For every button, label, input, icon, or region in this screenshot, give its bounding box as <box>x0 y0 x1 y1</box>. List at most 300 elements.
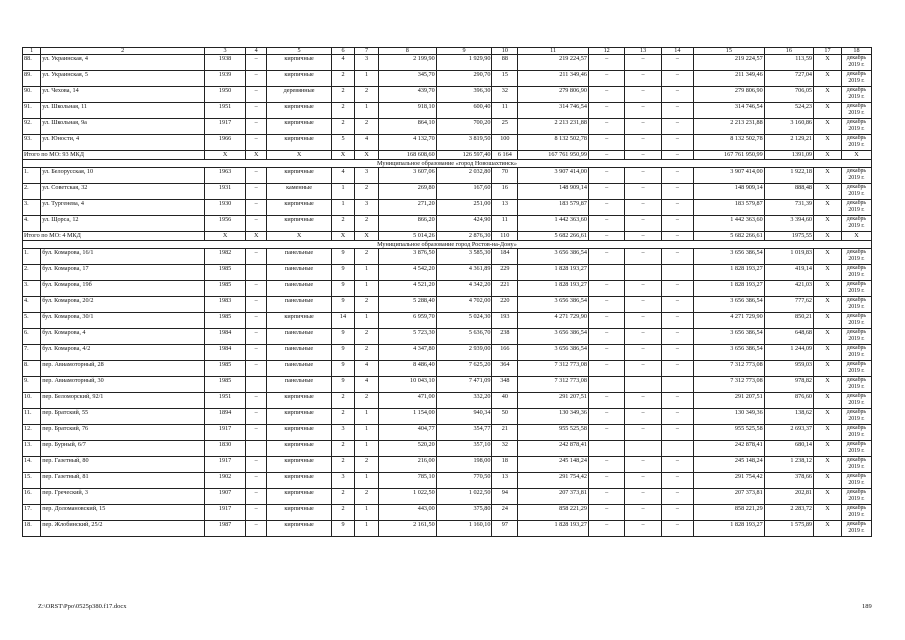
table-cell: – <box>661 409 693 425</box>
table-cell: 357,10 <box>436 441 492 457</box>
table-cell: 524,23 <box>764 103 813 119</box>
table-cell: – <box>625 135 661 151</box>
table-cell: 1 <box>355 425 379 441</box>
table-cell: кирпичные <box>267 521 331 537</box>
table-cell: – <box>245 135 266 151</box>
table-cell: – <box>625 297 661 313</box>
table-cell: 130 349,36 <box>693 409 764 425</box>
completion-date: декабрь 2019 г. <box>841 265 871 281</box>
total-cell: 5 014,26 <box>378 232 436 241</box>
building-row <box>23 521 872 537</box>
table-cell: – <box>245 168 266 184</box>
table-cell: 332,20 <box>436 393 492 409</box>
table-cell: 2 129,21 <box>764 135 813 151</box>
table-cell: 888,48 <box>764 184 813 200</box>
table-cell: X <box>814 329 842 345</box>
table-cell: 850,21 <box>764 313 813 329</box>
total-cell: – <box>588 232 624 241</box>
building-address: ул. Щорса, 12 <box>41 216 205 232</box>
table-cell: 439,70 <box>378 87 436 103</box>
table-cell: 396,30 <box>436 87 492 103</box>
completion-date: декабрь 2019 г. <box>841 249 871 265</box>
table-cell: 8 486,40 <box>378 361 436 377</box>
row-number: 3. <box>23 281 41 297</box>
table-cell: 15 <box>492 71 518 87</box>
completion-date: декабрь 2019 г. <box>841 168 871 184</box>
building-address: пер. Газетный, 81 <box>41 473 205 489</box>
table-cell: – <box>625 489 661 505</box>
completion-date: декабрь 2019 г. <box>841 184 871 200</box>
building-address: пер. Доломановский, 15 <box>41 505 205 521</box>
table-cell: 10 043,10 <box>378 377 436 393</box>
table-cell: 2 <box>331 505 355 521</box>
table-cell: 291 754,42 <box>518 473 589 489</box>
table-cell: 2 <box>331 87 355 103</box>
table-cell: 2 <box>331 216 355 232</box>
table-cell: 2 161,50 <box>378 521 436 537</box>
table-cell: 1985 <box>205 313 246 329</box>
table-cell: 1 <box>355 313 379 329</box>
table-cell: 2 213 231,88 <box>518 119 589 135</box>
row-number: 7. <box>23 345 41 361</box>
table-cell: панельные <box>267 265 331 281</box>
table-cell: 1 828 193,27 <box>693 281 764 297</box>
row-number: 16. <box>23 489 41 505</box>
table-cell: X <box>814 425 842 441</box>
column-number: 8 <box>378 48 436 55</box>
building-address: ул. Советская, 32 <box>41 184 205 200</box>
table-cell: 700,20 <box>436 119 492 135</box>
table-cell: – <box>245 249 266 265</box>
table-cell: X <box>814 377 842 393</box>
table-cell: 130 349,36 <box>518 409 589 425</box>
table-cell: 2 <box>355 329 379 345</box>
column-number: 15 <box>693 48 764 55</box>
table-cell: – <box>625 521 661 537</box>
municipality-total-row <box>23 232 872 241</box>
table-cell: 279 806,90 <box>693 87 764 103</box>
building-row <box>23 489 872 505</box>
table-cell: 1984 <box>205 345 246 361</box>
table-cell <box>245 377 266 393</box>
table-cell: 1 244,09 <box>764 345 813 361</box>
table-cell: 5 723,30 <box>378 329 436 345</box>
table-cell: 3 656 386,54 <box>693 249 764 265</box>
row-number: 88. <box>23 55 41 71</box>
table-cell: 4 271 729,90 <box>693 313 764 329</box>
table-cell: 1 019,83 <box>764 249 813 265</box>
total-cell: 168 608,60 <box>378 151 436 160</box>
table-cell: 279 806,90 <box>518 87 589 103</box>
building-address: ул. Белорусская, 10 <box>41 168 205 184</box>
table-cell: 9 <box>331 345 355 361</box>
table-cell: – <box>661 505 693 521</box>
column-number: 13 <box>625 48 661 55</box>
table-cell <box>588 377 624 393</box>
table-cell <box>625 377 661 393</box>
table-cell: 94 <box>492 489 518 505</box>
column-number: 9 <box>436 48 492 55</box>
table-cell: – <box>661 87 693 103</box>
table-cell: X <box>814 361 842 377</box>
table-cell: – <box>245 103 266 119</box>
table-cell: 1 <box>355 281 379 297</box>
table-cell: кирпичные <box>267 393 331 409</box>
table-cell: 7 312 773,08 <box>693 377 764 393</box>
table-cell: 2 283,72 <box>764 505 813 521</box>
table-cell <box>245 441 266 457</box>
building-row <box>23 457 872 473</box>
table-cell: – <box>625 425 661 441</box>
table-cell: 245 148,24 <box>518 457 589 473</box>
table-cell: панельные <box>267 361 331 377</box>
table-cell: – <box>245 473 266 489</box>
table-cell: 1 <box>355 441 379 457</box>
total-cell: X <box>267 151 331 160</box>
table-cell: 1983 <box>205 297 246 313</box>
table-cell: 148 909,14 <box>693 184 764 200</box>
completion-date: декабрь 2019 г. <box>841 377 871 393</box>
table-cell: – <box>661 457 693 473</box>
total-cell: X <box>814 232 842 241</box>
building-row <box>23 345 872 361</box>
table-cell: 5 <box>331 135 355 151</box>
total-label: Итого по МО: 93 МКД <box>23 151 205 160</box>
table-cell <box>661 377 693 393</box>
table-cell: – <box>245 345 266 361</box>
total-cell: 110 <box>492 232 518 241</box>
column-number: 4 <box>245 48 266 55</box>
table-cell: – <box>625 119 661 135</box>
table-cell: 1 828 193,27 <box>518 265 589 281</box>
table-cell: – <box>625 55 661 71</box>
table-cell: 219 224,57 <box>693 55 764 71</box>
table-cell: 2 <box>331 409 355 425</box>
table-cell: 2 <box>355 297 379 313</box>
table-cell: 378,66 <box>764 473 813 489</box>
table-cell: 4 <box>331 55 355 71</box>
table-cell: – <box>245 119 266 135</box>
table-cell: – <box>588 489 624 505</box>
table-cell: 520,20 <box>378 441 436 457</box>
building-row <box>23 425 872 441</box>
table-cell: 40 <box>492 393 518 409</box>
table-cell: 207 373,81 <box>518 489 589 505</box>
total-cell: X <box>841 151 871 160</box>
table-cell: 1830 <box>205 441 246 457</box>
table-cell: кирпичные <box>267 103 331 119</box>
table-cell: 2 693,37 <box>764 425 813 441</box>
table-cell: 6 959,70 <box>378 313 436 329</box>
table-cell: 207 373,81 <box>693 489 764 505</box>
table-cell: 291 207,51 <box>693 393 764 409</box>
table-cell: 4 702,00 <box>436 297 492 313</box>
table-cell: 238 <box>492 329 518 345</box>
building-row <box>23 249 872 265</box>
completion-date: декабрь 2019 г. <box>841 103 871 119</box>
completion-date: декабрь 2019 г. <box>841 87 871 103</box>
table-cell: 183 579,87 <box>518 200 589 216</box>
table-cell: 21 <box>492 425 518 441</box>
table-cell: 864,10 <box>378 119 436 135</box>
table-cell: 229 <box>492 265 518 281</box>
table-cell: 4 342,20 <box>436 281 492 297</box>
table-cell: 2 <box>331 441 355 457</box>
table-cell: 1902 <box>205 473 246 489</box>
table-cell: 1987 <box>205 521 246 537</box>
table-cell: 1917 <box>205 425 246 441</box>
table-cell: – <box>661 135 693 151</box>
table-cell <box>588 441 624 457</box>
table-cell: 3 656 386,54 <box>518 297 589 313</box>
table-cell: – <box>661 425 693 441</box>
table-cell: 2 <box>355 249 379 265</box>
table-cell: 7 312 773,08 <box>518 361 589 377</box>
table-cell: 4 <box>355 377 379 393</box>
row-number: 17. <box>23 505 41 521</box>
table-cell: 2 <box>355 489 379 505</box>
row-number: 89. <box>23 71 41 87</box>
table-cell: 3 <box>355 168 379 184</box>
table-cell: 211 349,46 <box>518 71 589 87</box>
table-cell: кирпичные <box>267 441 331 457</box>
table-cell: – <box>588 249 624 265</box>
municipality-section-header <box>23 241 872 249</box>
completion-date: декабрь 2019 г. <box>841 425 871 441</box>
table-cell: – <box>661 216 693 232</box>
table-cell: – <box>588 119 624 135</box>
table-cell: X <box>814 200 842 216</box>
table-cell: – <box>588 55 624 71</box>
table-cell: 198,00 <box>436 457 492 473</box>
building-address: бул. Комарова, 20/2 <box>41 297 205 313</box>
table-cell: – <box>245 393 266 409</box>
table-cell: 1982 <box>205 249 246 265</box>
municipality-total-row <box>23 151 872 160</box>
total-cell: 167 761 950,99 <box>518 151 589 160</box>
table-cell: 1 828 193,27 <box>693 265 764 281</box>
table-cell: X <box>814 505 842 521</box>
table-cell: панельные <box>267 377 331 393</box>
table-cell: – <box>625 184 661 200</box>
table-cell: – <box>245 55 266 71</box>
row-number: 15. <box>23 473 41 489</box>
building-row <box>23 409 872 425</box>
table-cell: 2 <box>355 87 379 103</box>
completion-date: декабрь 2019 г. <box>841 329 871 345</box>
table-cell: 32 <box>492 87 518 103</box>
table-cell: 8 132 502,78 <box>518 135 589 151</box>
table-cell: – <box>588 393 624 409</box>
row-number: 18. <box>23 521 41 537</box>
table-cell: 1 <box>355 71 379 87</box>
completion-date: декабрь 2019 г. <box>841 441 871 457</box>
table-cell: – <box>661 103 693 119</box>
total-cell: 167 761 950,99 <box>693 151 764 160</box>
section-title: Муниципальное образование «город Новошахтинск» <box>23 160 872 168</box>
table-cell: – <box>661 119 693 135</box>
table-cell: 4 542,20 <box>378 265 436 281</box>
table-cell: – <box>588 473 624 489</box>
table-cell: деревянные <box>267 87 331 103</box>
table-cell: 3 907 414,00 <box>518 168 589 184</box>
building-address: пер. Беломорский, 92/1 <box>41 393 205 409</box>
table-cell: 4 521,20 <box>378 281 436 297</box>
row-number: 4. <box>23 297 41 313</box>
table-cell: 242 878,41 <box>693 441 764 457</box>
row-number: 90. <box>23 87 41 103</box>
table-cell: 50 <box>492 409 518 425</box>
table-cell: 680,14 <box>764 441 813 457</box>
table-cell: 211 349,46 <box>693 71 764 87</box>
total-cell: – <box>625 151 661 160</box>
column-number: 18 <box>841 48 871 55</box>
table-cell: 419,14 <box>764 265 813 281</box>
table-cell: 70 <box>492 168 518 184</box>
table-cell: 5 636,70 <box>436 329 492 345</box>
table-cell: 2 <box>331 119 355 135</box>
table-cell: – <box>588 216 624 232</box>
table-cell: 24 <box>492 505 518 521</box>
building-row <box>23 87 872 103</box>
table-cell: 1 828 193,27 <box>693 521 764 537</box>
completion-date: декабрь 2019 г. <box>841 457 871 473</box>
total-cell: X <box>841 232 871 241</box>
total-cell: X <box>267 232 331 241</box>
table-cell: – <box>588 281 624 297</box>
building-address: пер. Жлобинский, 25/2 <box>41 521 205 537</box>
table-cell: кирпичные <box>267 425 331 441</box>
table-cell: – <box>661 361 693 377</box>
building-address: ул. Тургенева, 4 <box>41 200 205 216</box>
table-cell: 9 <box>331 297 355 313</box>
table-cell: кирпичные <box>267 216 331 232</box>
row-number: 2. <box>23 265 41 281</box>
table-cell: 1985 <box>205 281 246 297</box>
table-cell: 858 221,29 <box>693 505 764 521</box>
table-cell: 1939 <box>205 71 246 87</box>
table-cell: 443,00 <box>378 505 436 521</box>
building-row <box>23 184 872 200</box>
building-address: ул. Украинская, 4 <box>41 55 205 71</box>
table-cell <box>661 441 693 457</box>
row-number: 2. <box>23 184 41 200</box>
table-cell: 648,68 <box>764 329 813 345</box>
building-row <box>23 55 872 71</box>
table-cell: – <box>625 103 661 119</box>
table-cell: 1985 <box>205 377 246 393</box>
table-cell: 2 <box>331 457 355 473</box>
table-cell: 202,81 <box>764 489 813 505</box>
completion-date: декабрь 2019 г. <box>841 345 871 361</box>
table-cell: – <box>661 249 693 265</box>
column-number: 6 <box>331 48 355 55</box>
completion-date: декабрь 2019 г. <box>841 505 871 521</box>
building-row <box>23 265 872 281</box>
completion-date: декабрь 2019 г. <box>841 313 871 329</box>
row-number: 3. <box>23 200 41 216</box>
table-cell: – <box>661 521 693 537</box>
table-cell: кирпичные <box>267 473 331 489</box>
building-row <box>23 103 872 119</box>
row-number: 6. <box>23 329 41 345</box>
table-cell: – <box>661 345 693 361</box>
table-cell: 2 <box>355 184 379 200</box>
table-cell: 290,70 <box>436 71 492 87</box>
table-cell <box>245 265 266 281</box>
table-cell: X <box>814 457 842 473</box>
table-cell: X <box>814 135 842 151</box>
table-cell: 955 525,58 <box>693 425 764 441</box>
row-number: 91. <box>23 103 41 119</box>
table-cell: – <box>588 345 624 361</box>
table-cell: 3 656 386,54 <box>693 297 764 313</box>
table-cell: 5 024,30 <box>436 313 492 329</box>
table-cell: 2 <box>331 103 355 119</box>
table-cell: – <box>588 87 624 103</box>
table-cell: 183 579,87 <box>693 200 764 216</box>
row-number: 5. <box>23 313 41 329</box>
table-cell: 1985 <box>205 265 246 281</box>
column-number: 2 <box>41 48 205 55</box>
building-address: ул. Школьная, 9а <box>41 119 205 135</box>
table-cell: 5 288,40 <box>378 297 436 313</box>
table-cell: – <box>625 71 661 87</box>
table-cell: – <box>625 200 661 216</box>
table-cell: – <box>588 200 624 216</box>
table-cell: X <box>814 345 842 361</box>
table-cell: 1 442 363,60 <box>693 216 764 232</box>
table-cell: – <box>245 521 266 537</box>
table-cell: 1894 <box>205 409 246 425</box>
table-cell: 1917 <box>205 457 246 473</box>
table-cell: 242 878,41 <box>518 441 589 457</box>
table-cell: X <box>814 103 842 119</box>
table-cell: X <box>814 249 842 265</box>
table-cell: – <box>245 87 266 103</box>
table-cell: – <box>588 297 624 313</box>
table-cell: 9 <box>331 361 355 377</box>
building-address: бул. Комарова, 19б <box>41 281 205 297</box>
total-cell: – <box>661 151 693 160</box>
table-cell: 271,20 <box>378 200 436 216</box>
table-cell: 1 442 363,60 <box>518 216 589 232</box>
table-cell: 1917 <box>205 505 246 521</box>
table-cell <box>588 265 624 281</box>
table-cell: 32 <box>492 441 518 457</box>
table-cell: – <box>661 55 693 71</box>
table-cell: – <box>661 297 693 313</box>
table-cell: 959,03 <box>764 361 813 377</box>
table-cell: X <box>814 441 842 457</box>
table-cell: X <box>814 281 842 297</box>
total-label: Итого по МО: 4 МКД <box>23 232 205 241</box>
table-cell: 2 <box>331 71 355 87</box>
completion-date: декабрь 2019 г. <box>841 216 871 232</box>
table-cell: – <box>661 393 693 409</box>
table-cell: X <box>814 216 842 232</box>
table-cell: – <box>588 103 624 119</box>
table-cell: – <box>245 425 266 441</box>
row-number: 9. <box>23 377 41 393</box>
table-cell: 251,00 <box>436 200 492 216</box>
total-cell: 2 876,30 <box>436 232 492 241</box>
table-cell: 2 939,00 <box>436 345 492 361</box>
table-cell: 955 525,58 <box>518 425 589 441</box>
total-cell: X <box>331 232 355 241</box>
building-row <box>23 329 872 345</box>
completion-date: декабрь 2019 г. <box>841 71 871 87</box>
